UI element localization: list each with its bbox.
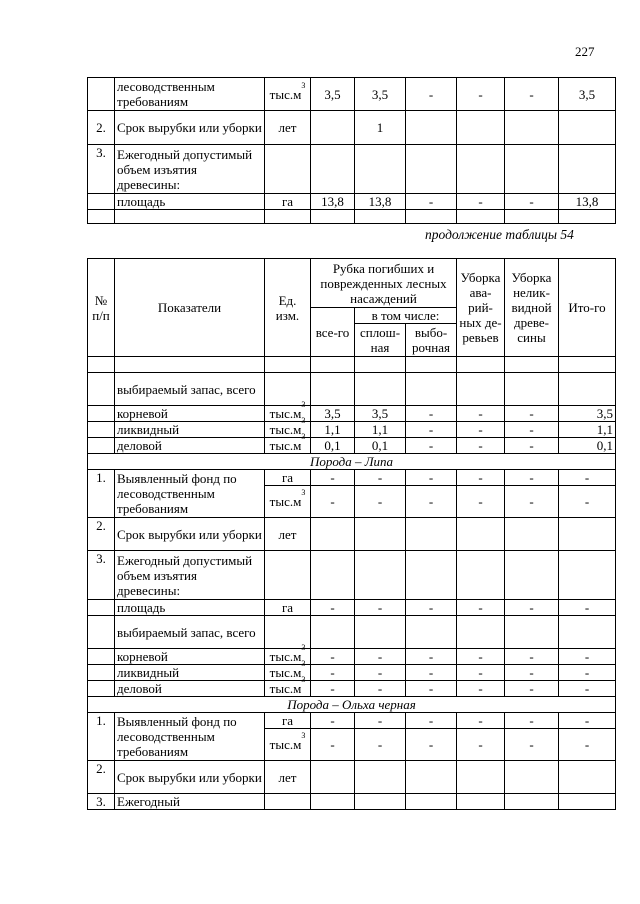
value-cell xyxy=(311,111,355,145)
unit-cell: $тыс.м^3$ xyxy=(265,649,311,665)
row-label: Ежегодный допустимый объем изъятия древесины: xyxy=(115,551,265,600)
value-cell: - xyxy=(457,422,505,438)
table-row: корневой $тыс.м^3$ - - - - - - xyxy=(88,649,616,665)
table-row: 1. Выявленный фонд по лесоводственным требованиям га - - - - - - xyxy=(88,713,616,729)
section-row xyxy=(88,454,616,470)
value-cell: 3,5 xyxy=(311,406,355,422)
table-row xyxy=(88,145,616,194)
unit-cell: $тыс.м^3$ xyxy=(265,665,311,681)
row-number: 3. xyxy=(88,794,115,810)
value-cell: 0,1 xyxy=(311,438,355,454)
row-label: лесоводственным требованиям xyxy=(115,78,265,111)
table-row xyxy=(88,518,616,551)
value-cell: - xyxy=(505,438,559,454)
row-label: площадь xyxy=(115,194,265,210)
row-label: Ежегодный допустимый объем изъятия древесины: xyxy=(115,145,265,194)
table-row xyxy=(88,761,616,794)
value-cell: 1,1 xyxy=(355,422,406,438)
row-label: Выявленный фонд по лесоводственным требованиям xyxy=(115,470,265,518)
unit-cell: га xyxy=(265,194,311,210)
value-cell: 3,5 xyxy=(559,406,616,422)
value-cell: - xyxy=(457,406,505,422)
row-number: 3. xyxy=(88,551,115,600)
table-row xyxy=(88,210,616,224)
table-row xyxy=(88,616,616,649)
table-row xyxy=(88,551,616,600)
row-label: Ежегодный xyxy=(115,794,265,810)
unit-cell: $тыс.м^3$ xyxy=(265,729,311,761)
value-cell: - xyxy=(505,194,559,210)
value-cell: - xyxy=(457,78,505,111)
unit-cell: $тыс.м^3$ xyxy=(265,486,311,518)
value-cell: 0,1 xyxy=(355,438,406,454)
value-cell: 3,5 xyxy=(311,78,355,111)
table-row xyxy=(88,438,616,454)
value-cell: - xyxy=(457,194,505,210)
unit-cell: га xyxy=(265,470,311,486)
row-label: деловой xyxy=(115,438,265,454)
unit-cell: лет xyxy=(265,518,311,551)
row-number: 2. xyxy=(88,111,115,145)
unit-cell: $тыс.м^3$ xyxy=(265,681,311,697)
value-cell: 13,8 xyxy=(311,194,355,210)
value-cell xyxy=(457,111,505,145)
value-cell: 13,8 xyxy=(355,194,406,210)
table-row: 1. Выявленный фонд по лесоводственным требованиям га - - - - - - xyxy=(88,470,616,486)
value-cell: 1 xyxy=(355,111,406,145)
section-title: Порода – Липа xyxy=(88,454,616,470)
table-row xyxy=(88,78,616,111)
header-total: все-го xyxy=(311,308,355,357)
page-number: 227 xyxy=(575,44,595,59)
unit-cell: $тыс.м^3$ xyxy=(265,406,311,422)
section-row xyxy=(88,697,616,713)
header-emergency: Уборка ава-рий-ных де-ревьев xyxy=(457,259,505,357)
table-row: площадь га - - - - - - xyxy=(88,600,616,616)
header-solid: сплош-ная xyxy=(355,324,406,357)
unit-cell: $тыс.м^3$ xyxy=(265,422,311,438)
row-label: корневой xyxy=(115,406,265,422)
table-row xyxy=(88,111,616,145)
value-cell: - xyxy=(406,438,457,454)
header-number: № п/п xyxy=(88,259,115,357)
value-cell: - xyxy=(505,406,559,422)
row-label: Срок вырубки или уборки xyxy=(115,518,265,551)
row-label: Срок вырубки или уборки xyxy=(115,111,265,145)
header-unit: Ед. изм. xyxy=(265,259,311,357)
value-cell: 13,8 xyxy=(559,194,616,210)
row-number: 2. xyxy=(88,518,115,551)
header-indicators: Показатели xyxy=(115,259,265,357)
table-caption: продолжение таблицы 54 xyxy=(425,227,574,242)
value-cell: 1,1 xyxy=(311,422,355,438)
value-cell: - xyxy=(406,406,457,422)
section-title: Порода – Ольха черная xyxy=(88,697,616,713)
unit-cell: га xyxy=(265,713,311,729)
table-row: $тыс.м^3$ - - - - - - xyxy=(88,729,616,761)
header-itogo: Ито-го xyxy=(559,259,616,357)
value-cell xyxy=(505,111,559,145)
unit-cell: лет xyxy=(265,761,311,794)
value-cell: - xyxy=(505,422,559,438)
row-label: ликвидный xyxy=(115,665,265,681)
row-label: деловой xyxy=(115,681,265,697)
unit-cell: $тыс.м^3$ xyxy=(265,438,311,454)
value-cell: - xyxy=(406,194,457,210)
value-cell: 3,5 xyxy=(559,78,616,111)
row-number: 1. xyxy=(88,713,115,761)
value-cell: 1,1 xyxy=(559,422,616,438)
value-cell: - xyxy=(457,438,505,454)
table-row: $тыс.м^3$ - - - - - - xyxy=(88,486,616,518)
table-row xyxy=(88,357,616,373)
value-cell xyxy=(406,111,457,145)
value-cell: 3,5 xyxy=(355,78,406,111)
header-including: в том числе: xyxy=(355,308,457,324)
header-felling: Рубка погибших и поврежденных лесных насаждений xyxy=(311,259,457,308)
row-label: выбираемый запас, всего xyxy=(115,373,265,406)
row-number: 1. xyxy=(88,470,115,518)
unit-cell: $тыс.м^3$ xyxy=(265,78,311,111)
row-label: ликвидный xyxy=(115,422,265,438)
value-cell: - xyxy=(406,422,457,438)
row-label: корневой xyxy=(115,649,265,665)
value-cell: - xyxy=(505,78,559,111)
table-row xyxy=(88,406,616,422)
row-label: Срок вырубки или уборки xyxy=(115,761,265,794)
value-cell: 3,5 xyxy=(355,406,406,422)
header-nonliquid: Уборка нелик-видной древе-сины xyxy=(505,259,559,357)
row-label: Выявленный фонд по лесоводственным требованиям xyxy=(115,713,265,761)
top-table xyxy=(87,77,616,224)
header-selective: выбо-рочная xyxy=(406,324,457,357)
value-cell xyxy=(559,111,616,145)
table-row xyxy=(88,794,616,810)
table-row xyxy=(88,194,616,210)
main-table xyxy=(87,258,616,810)
row-label: площадь xyxy=(115,600,265,616)
row-number: 2. xyxy=(88,761,115,794)
header-row xyxy=(88,259,616,308)
value-cell: - xyxy=(406,78,457,111)
table-row xyxy=(88,373,616,406)
row-label: выбираемый запас, всего xyxy=(115,616,265,649)
unit-cell: га xyxy=(265,600,311,616)
unit-cell: лет xyxy=(265,111,311,145)
table-row: деловой $тыс.м^3$ - - - - - - xyxy=(88,681,616,697)
table-row xyxy=(88,422,616,438)
table-row: ликвидный $тыс.м^3$ - - - - - - xyxy=(88,665,616,681)
value-cell: 0,1 xyxy=(559,438,616,454)
row-number: 3. xyxy=(88,145,115,194)
